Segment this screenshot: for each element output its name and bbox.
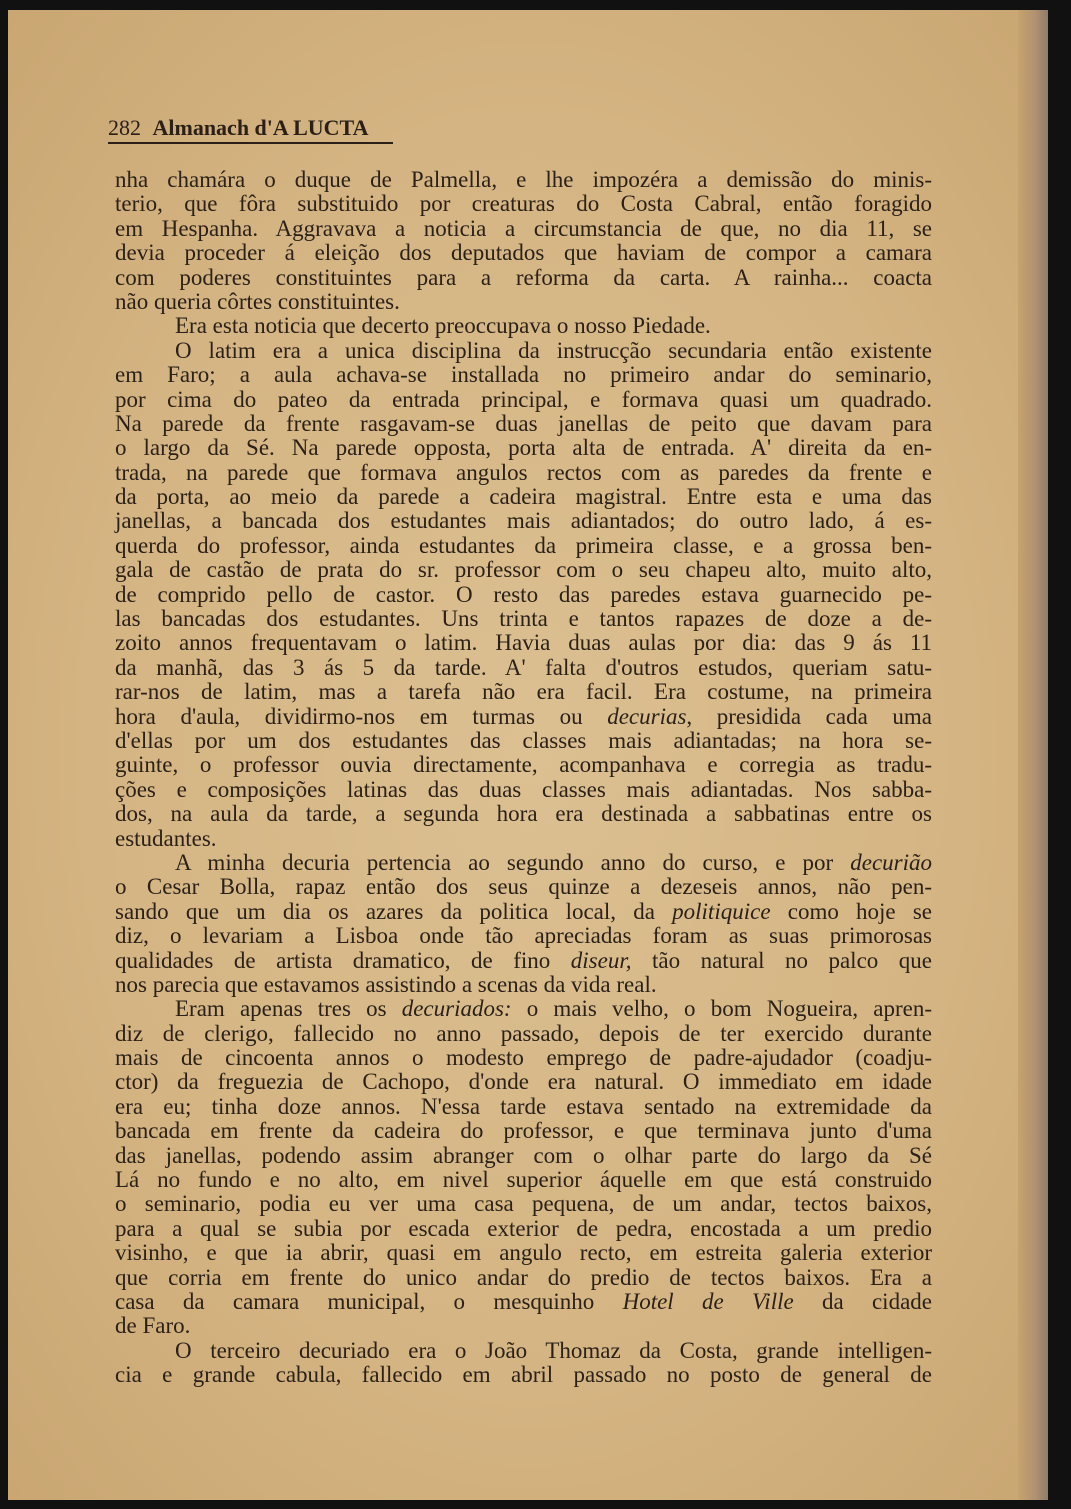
line-text: não queria côrtes constituintes. xyxy=(115,288,400,314)
line-text: trada, na parede que formava angulos rectos com as paredes da frente e xyxy=(115,459,932,485)
text-line xyxy=(115,241,932,265)
line-text: estudantes. xyxy=(115,825,217,851)
line-text: casa da camara municipal, o mesquinho xyxy=(115,1288,623,1314)
line-text: como hoje se xyxy=(770,898,933,924)
line-text: nos parecia que estavamos assistindo a scenas da vida real. xyxy=(115,971,657,997)
text-line xyxy=(115,461,932,485)
scanned-page xyxy=(8,10,1048,1500)
line-text: Na parede da frente rasgavam-se duas janellas de peito que davam para xyxy=(115,410,932,436)
line-text: tão natural no palco que xyxy=(631,947,932,973)
line-text: com poderes constituintes para a reforma da carta. A rainha... coacta xyxy=(115,264,932,290)
line-text: cia e grande cabula, fallecido em abril passado no posto de general de xyxy=(115,1362,932,1388)
line-text: por cima do pateo da entrada principal, e formava quasi um quadrado. xyxy=(115,386,932,412)
line-text: las bancadas dos estudantes. Uns trinta e tantos rapazes de doze a de- xyxy=(115,606,932,632)
line-text: terio, que fôra substituido por creaturas do Costa Cabral, então foragido xyxy=(115,191,932,217)
text-line xyxy=(115,973,932,997)
line-text: em Faro; a aula achava-se installada no primeiro andar do seminario, xyxy=(115,362,932,388)
line-text: em Hespanha. Aggravava a noticia a circumstancia de que, no dia 11, se xyxy=(115,215,932,241)
line-text: o mais velho, o bom Nogueira, apren- xyxy=(511,996,932,1022)
line-text: o largo da Sé. Na parede opposta, porta alta de entrada. A' direita da en- xyxy=(115,435,932,461)
text-line xyxy=(115,168,932,192)
text-line xyxy=(115,509,932,533)
line-text: sando que um dia os azares da politica local, da xyxy=(115,898,673,924)
italic-text: decuriados: xyxy=(401,996,512,1022)
italic-text: Hotel de Ville xyxy=(622,1288,794,1314)
line-text: de comprido pello de castor. O resto das paredes estava guarnecido pe- xyxy=(115,581,932,607)
page-edge-shadow xyxy=(1018,10,1048,1500)
text-line xyxy=(115,802,932,826)
text-line xyxy=(115,1070,932,1094)
text-line xyxy=(115,656,932,680)
text-line xyxy=(115,607,932,631)
line-text: Lá no fundo e no alto, em nivel superior áquelle em que está construido xyxy=(115,1167,932,1193)
text-line xyxy=(115,924,932,948)
line-text: qualidades de artista dramatico, de fino xyxy=(115,947,571,973)
text-line xyxy=(115,1144,932,1168)
running-header xyxy=(108,115,368,141)
text-line xyxy=(115,1119,932,1143)
italic-text: decurias xyxy=(607,703,687,729)
header-rule xyxy=(108,142,393,144)
line-text: rar-nos de latim, mas a tarefa não era facil. Era costume, na primeira xyxy=(115,679,932,705)
text-line xyxy=(115,729,932,753)
text-line xyxy=(115,339,932,363)
text-line xyxy=(115,827,932,851)
line-text: ções e composições latinas das duas classes mais adiantadas. Nos sabba- xyxy=(115,776,932,802)
text-line xyxy=(115,753,932,777)
body-text xyxy=(115,168,932,1388)
line-text: hora d'aula, dividirmo-nos em turmas ou xyxy=(115,703,608,729)
text-line xyxy=(115,314,932,338)
line-text: janellas, a bancada dos estudantes mais adiantados; do outro lado, á es- xyxy=(115,508,932,534)
italic-text: decurião xyxy=(850,849,932,875)
text-line xyxy=(115,1168,932,1192)
text-line xyxy=(115,1290,932,1314)
line-text: da cidade xyxy=(793,1288,932,1314)
text-line xyxy=(115,583,932,607)
line-text: visinho, e que ia abrir, quasi em angulo recto, em estreita galeria exterior xyxy=(115,1240,932,1266)
line-text: da porta, ao meio da parede a cadeira magistral. Entre esta e uma das xyxy=(115,484,932,510)
line-text: Eram apenas tres os xyxy=(175,996,402,1022)
text-line xyxy=(115,1022,932,1046)
line-text: era eu; tinha doze annos. N'essa tarde estava sentado na extremidade da xyxy=(115,1093,932,1119)
text-line xyxy=(115,851,932,875)
line-text: o seminario, podia eu ver uma casa pequena, de um andar, tectos baixos, xyxy=(115,1191,932,1217)
line-text: ctor) da freguezia de Cachopo, d'onde era natural. O immediato em idade xyxy=(115,1069,932,1095)
line-text: o Cesar Bolla, rapaz então dos seus quinze a dezeseis annos, não pen- xyxy=(115,874,932,900)
text-line xyxy=(115,290,932,314)
text-line xyxy=(115,1241,932,1265)
italic-text: politiquice xyxy=(672,898,771,924)
text-line xyxy=(115,949,932,973)
line-text: , presidida cada uma xyxy=(686,703,933,729)
line-text: devia proceder á eleição dos deputados que haviam de compor a camara xyxy=(115,240,932,266)
text-line xyxy=(115,485,932,509)
text-line xyxy=(115,680,932,704)
text-line xyxy=(115,192,932,216)
line-text: nha chamára o duque de Palmella, e lhe impozéra a demissão do minis- xyxy=(115,167,932,192)
line-text: O terceiro decuriado era o João Thomaz da Costa, grande intelligen- xyxy=(175,1337,932,1363)
text-line xyxy=(115,363,932,387)
text-line xyxy=(115,875,932,899)
text-line xyxy=(115,1192,932,1216)
text-line xyxy=(115,534,932,558)
line-text: A minha decuria pertencia ao segundo anno do curso, e por xyxy=(175,849,851,875)
text-line xyxy=(115,1046,932,1070)
text-line xyxy=(115,705,932,729)
text-line xyxy=(115,997,932,1021)
line-text: para a qual se subia por escada exterior de pedra, encostada a um predio xyxy=(115,1215,932,1241)
line-text: gala de castão de prata do sr. professor com o seu chapeu alto, muito alto, xyxy=(115,557,932,583)
line-text: Era esta noticia que decerto preoccupava o nosso Piedade. xyxy=(175,313,711,339)
line-text: da manhã, das 3 ás 5 da tarde. A' falta d'outros estudos, queriam satu- xyxy=(115,654,932,680)
page-number: 282 xyxy=(108,115,141,140)
line-text: de Faro. xyxy=(115,1313,191,1339)
line-text: bancada em frente da cadeira do professor, e que terminava junto d'uma xyxy=(115,1118,932,1144)
text-line xyxy=(115,631,932,655)
text-line xyxy=(115,778,932,802)
publication-title: Almanach d'A LUCTA xyxy=(152,115,369,140)
line-text: zoito annos frequentavam o latim. Havia duas aulas por dia: das 9 ás 11 xyxy=(115,630,932,656)
text-line xyxy=(115,217,932,241)
line-text: diz de clerigo, fallecido no anno passado, depois de ter exercido durante xyxy=(115,1020,932,1046)
text-line xyxy=(115,388,932,412)
text-line xyxy=(115,1314,932,1338)
italic-text: diseur, xyxy=(570,947,632,973)
text-line xyxy=(115,436,932,460)
line-text: d'ellas por um dos estudantes das classes mais adiantadas; na hora se- xyxy=(115,727,932,753)
line-text: que corria em frente do unico andar do predio de tectos baixos. Era a xyxy=(115,1264,932,1290)
line-text: mais de cincoenta annos o modesto emprego de padre-ajudador (coadju- xyxy=(115,1045,932,1071)
text-line xyxy=(115,558,932,582)
text-line xyxy=(115,1217,932,1241)
text-line xyxy=(115,1363,932,1387)
text-line xyxy=(115,1266,932,1290)
line-text: das janellas, podendo assim abranger com o olhar parte do largo da Sé xyxy=(115,1142,932,1168)
line-text: O latim era a unica disciplina da instrucção secundaria então existente xyxy=(175,337,932,363)
line-text: diz, o levariam a Lisboa onde tão apreciadas foram as suas primorosas xyxy=(115,923,932,949)
line-text: dos, na aula da tarde, a segunda hora era destinada a sabbatinas entre os xyxy=(115,801,932,827)
text-line xyxy=(115,412,932,436)
line-text: guinte, o professor ouvia directamente, acompanhava e corregia as tradu- xyxy=(115,752,932,778)
line-text: querda do professor, ainda estudantes da primeira classe, e a grossa ben- xyxy=(115,532,932,558)
text-line xyxy=(115,266,932,290)
text-line xyxy=(115,1095,932,1119)
text-line xyxy=(115,1339,932,1363)
text-line xyxy=(115,900,932,924)
